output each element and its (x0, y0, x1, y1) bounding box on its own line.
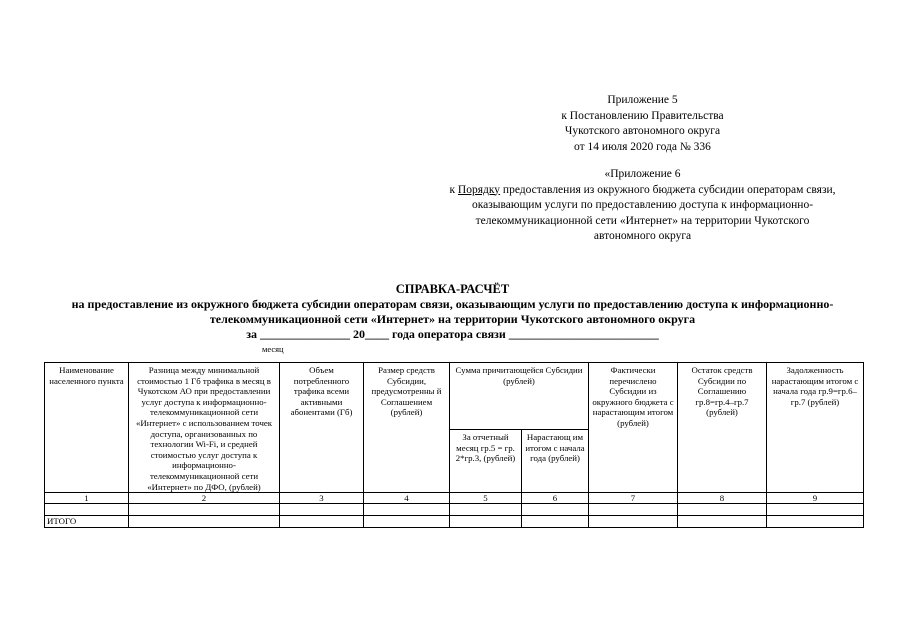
col7-header: Фактически перечислено Субсидии из окружного бюджета с нарастающим итогом (рублей) (589, 363, 678, 493)
header-row (45, 363, 864, 430)
annex2-line2-rest: предоставления из окружного бюджета субсидии операторам связи, (500, 183, 836, 196)
cell-empty[interactable] (767, 516, 864, 528)
cell-empty[interactable] (522, 504, 589, 516)
annex-resolution: к Постановлению Правительства (561, 109, 724, 122)
heading-line3: за _______________ 20____ года оператора связи _________________________ (246, 327, 659, 341)
cell-empty[interactable] (589, 516, 678, 528)
cell-empty[interactable] (678, 516, 767, 528)
col4-header: Размер средств Субсидии, предусмотренны й Соглашением (рублей) (364, 363, 450, 493)
col-number: 9 (767, 493, 864, 504)
annex-header (540, 93, 745, 155)
annex2-number: «Приложение 6 (604, 168, 681, 180)
annex2-prefix: к (449, 183, 458, 196)
annex2-line4: телекоммуникационной сети «Интернет» на территории Чукотского (475, 214, 810, 227)
col1-header: Наименование населенного пункта (45, 363, 129, 493)
col-number: 6 (522, 493, 589, 504)
col56-header: Сумма причитающейся Субсидии (рублей) (450, 363, 589, 430)
cell-empty[interactable] (280, 504, 364, 516)
annex-region: Чукотского автономного округа (564, 125, 721, 137)
cell-empty[interactable] (45, 504, 129, 516)
annex-date: от 14 июля 2020 года № 336 (574, 140, 711, 153)
annex-subheader (420, 167, 865, 245)
data-row-empty (45, 504, 864, 516)
col5-header: За отчетный месяц гр.5 = гр. 2*гр.3, (рублей) (450, 430, 522, 493)
cell-empty[interactable] (129, 516, 280, 528)
cell-empty[interactable] (450, 504, 522, 516)
cell-empty[interactable] (280, 516, 364, 528)
column-numbers-row (45, 493, 864, 504)
heading-line2: телекоммуникационной сети «Интернет» на территории Чукотского автономного округа (209, 312, 696, 326)
cell-empty[interactable] (678, 504, 767, 516)
cell-empty[interactable] (522, 516, 589, 528)
col-number: 5 (450, 493, 522, 504)
col-number: 2 (129, 493, 280, 504)
col3-header: Объем потребленного трафика всеми активными абонентами (Гб) (280, 363, 364, 493)
col9-header: Задолженность нарастающим итогом с начала года гр.9=гр.6–гр.7 (рублей) (767, 363, 864, 493)
col8-header: Остаток средств Субсидии по Соглашению гр.8=гр.4–гр.7 (рублей) (678, 363, 767, 493)
cell-empty[interactable] (767, 504, 864, 516)
cell-empty[interactable] (364, 516, 450, 528)
document-heading (30, 282, 875, 342)
col-number: 7 (589, 493, 678, 504)
col-number: 1 (45, 493, 129, 504)
col-number: 4 (364, 493, 450, 504)
annex2-line5: автономного округа (593, 230, 692, 242)
cell-empty[interactable] (450, 516, 522, 528)
annex2-order-line (420, 183, 865, 199)
heading-line1: на предоставление из окружного бюджета субсидии операторам связи, оказывающим услуги по предоставлению доступа к информационно- (71, 297, 834, 311)
col-number: 8 (678, 493, 767, 504)
annex-number: Приложение 5 (607, 94, 678, 106)
col-number: 3 (280, 493, 364, 504)
cell-empty[interactable] (364, 504, 450, 516)
order-link[interactable]: Порядку (457, 183, 501, 196)
annex2-line3: оказывающим услуги по предоставлению доступа к информационно- (471, 199, 814, 211)
total-label: ИТОГО (45, 516, 129, 528)
col6-header: Нарастающ им итогом с начала года (рублей) (522, 430, 589, 493)
calculation-table (44, 362, 864, 528)
cell-empty[interactable] (129, 504, 280, 516)
cell-empty[interactable] (589, 504, 678, 516)
month-label: месяц (262, 344, 284, 354)
total-row (45, 516, 864, 528)
col2-header: Разница между минимальной стоимостью 1 Гб трафика в месяц в Чукотском АО при предоставлении услуг доступа к информационно-телекоммуникационной сети «Интернет» с использованием точек доступа, организованных по технологии Wi-Fi, и средней стоимостью услуг доступа к информационно-телекоммуникационной сети «Интернет» по ДФО, (рублей) (129, 363, 280, 493)
document-title: СПРАВКА-РАСЧЁТ (395, 282, 510, 296)
